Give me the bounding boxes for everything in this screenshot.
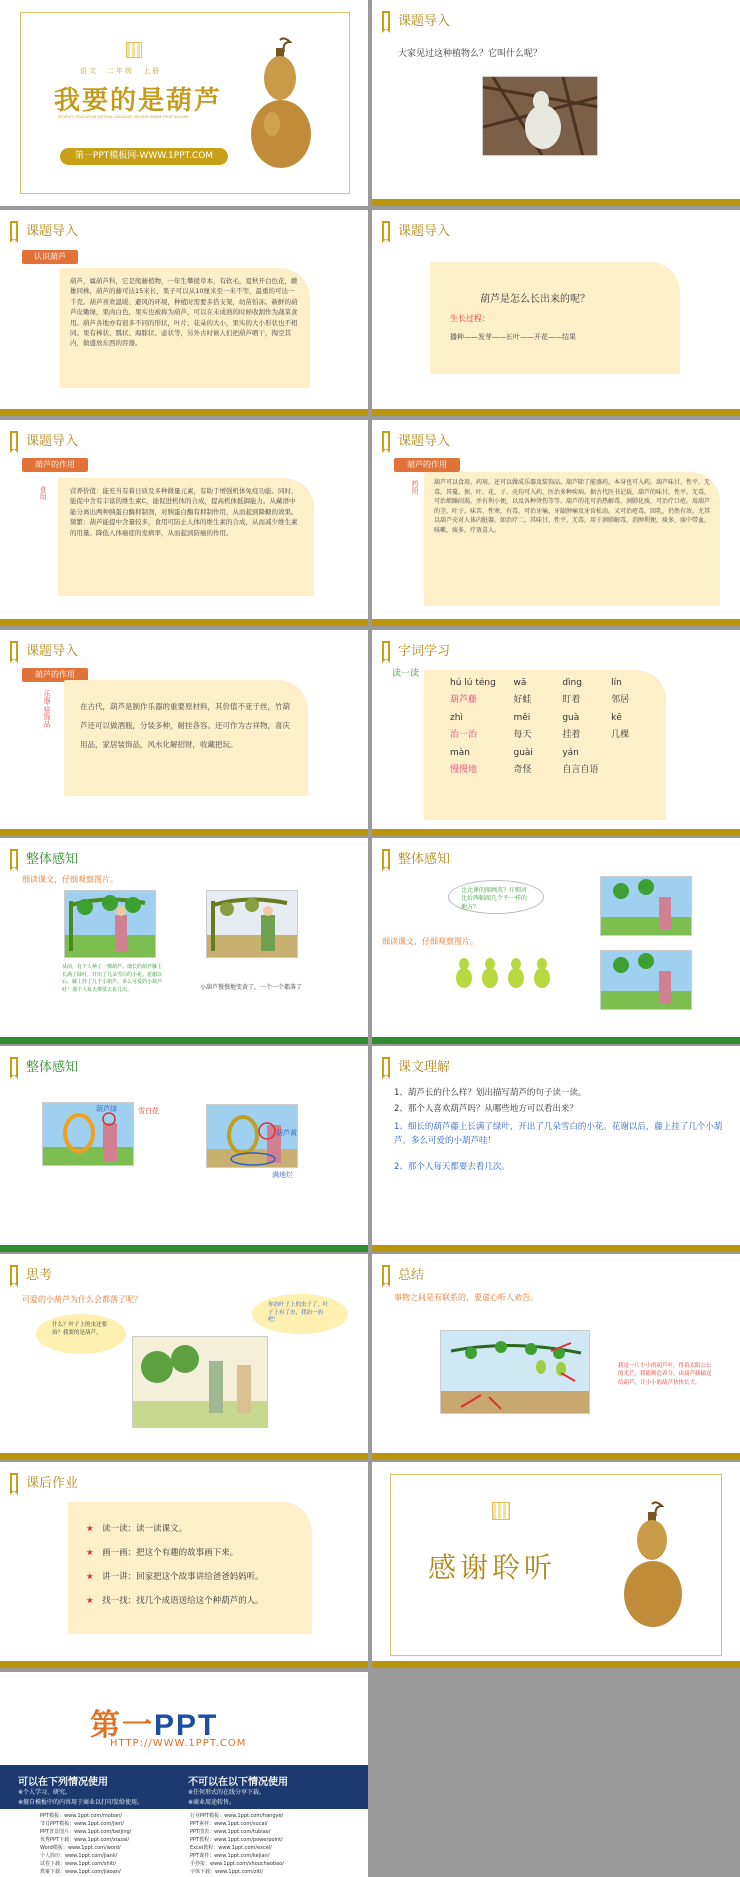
slide-header	[10, 1056, 78, 1075]
site-link[interactable]: 字体下载：www.1ppt.com/ziti/	[190, 1869, 263, 1875]
slide-intro-use-music[interactable]	[0, 630, 368, 836]
footer-promo	[0, 1672, 368, 1877]
slide-bottom-bar	[0, 1661, 368, 1668]
brand-url[interactable]: HTTP://WWW.1PPT.COM	[110, 1738, 247, 1749]
pinyin: màn	[450, 748, 470, 758]
bookmark-icon	[10, 221, 18, 239]
usage-band	[0, 1765, 368, 1877]
think-question: 可爱的小葫芦为什么会都落了呢？	[22, 1295, 142, 1304]
bookmark-icon	[10, 1057, 18, 1075]
slide-bottom-bar	[372, 1037, 740, 1044]
word: 盯着	[562, 695, 581, 705]
answer-2: 2、那个人每天都要去看几次。	[394, 1162, 510, 1172]
homework-note	[68, 1502, 312, 1634]
slide-header-title: 课题导入	[398, 224, 451, 239]
slide-header	[382, 430, 450, 449]
site-link[interactable]: PPT背景图片：www.1ppt.com/beijing/	[40, 1829, 132, 1835]
slide-perceive-1[interactable]	[0, 838, 368, 1044]
slide-header-title: 课题导入	[398, 434, 451, 449]
scene-image	[64, 890, 156, 958]
label-flower: 雪白花	[138, 1107, 159, 1115]
slide-header	[382, 848, 450, 867]
site-link[interactable]: 教案下载：www.1ppt.com/jiaoan/	[40, 1869, 121, 1875]
bookmark-icon	[10, 431, 18, 449]
note-body: 葫芦，属葫芦科，它是爬藤植物，一年生攀援草本，有软毛，夏秋开白色花，雌雄同株，葫芦的藤可达15米长，果子可以从10厘米至一米不等，最重的可达一千克。葫芦喜欢温暖、避风的环境，种植时需要多搭支架，幼苗怕冻。新鲜的葫芦皮嫩绿，果肉白色，果实也被称为葫芦，可以在未成熟的时候收割作为蔬菜食用。葫芦各地亦有很多不同的形状，叶片、花朵的大小，果实的大小形状也不相同。果有棒状、瓢状、海豚状、壶状等，另外古时候人们把葫芦晒干，掏空其内，做盛放东西的容器。	[70, 277, 298, 348]
bookmark-icon	[382, 1057, 390, 1075]
text-note	[430, 262, 680, 374]
can-title: 可以在下列情况使用	[18, 1777, 108, 1788]
english-subtitle: PEOPLE'S EDUCATION EDITION LANGUAGE SECOND GRADE FIRST VOLUME	[58, 115, 189, 119]
speech-bubble-left: 什么？叶子上的虫还要治？我要的是葫芦。	[36, 1314, 126, 1354]
slide-bottom-bar	[372, 199, 740, 206]
note-body: 葫芦可以食用、药用，还可以做成乐器及装饰品。葫芦除了能盛药，本身也可入药。葫芦味甘，性平，无毒，其蔓、须、叶、花、子、壳均可入药，医治多种疾病。据古代医书记载，葫芦的味甘，性平，无毒，可治烦躁闷渴，并有利小便，以及各种烫伤等等。葫芦的花可消热解毒，润肺化痰，可治疗口疮。用葫芦的茎、叶子，味苦、性寒，有毒，可治牙痛，牙龈肿痛及牙齿松动。又可治疮毒，回乳，仍然有效。尤其以葫芦壳对人体内脏器，如治疗二，其味甘，性平，无毒，用于润肺解毒，消肿利便，痰多，痰中带血，咳嗽，痰多，疗效喜人。	[434, 479, 711, 534]
slide-summary[interactable]	[372, 1254, 740, 1460]
slide-bottom-bar	[0, 1453, 368, 1460]
pinyin: měi	[513, 713, 531, 723]
instruction: 细读课文，仔细观察图片。	[382, 937, 478, 946]
slide-header	[10, 848, 78, 867]
logo-part: 第一	[90, 1709, 154, 1742]
cannot-1: ※任何形式的在线分享下载。	[188, 1789, 266, 1796]
word: 治一治	[450, 730, 478, 740]
slide-header-title: 整体感知	[398, 852, 451, 867]
slide-header-title: 课题导入	[26, 224, 79, 239]
gourd-row-icon	[452, 950, 552, 990]
answer-1: 1、细长的葫芦藤上长满了绿叶，开出了几朵雪白的小花。花谢以后，藤上挂了几个小葫芦。多么可爱的小葫芦哇！	[394, 1122, 723, 1147]
words-row-2	[450, 713, 660, 740]
caption-right: 小葫芦慢慢地变黄了，一个一个都落了	[200, 984, 303, 991]
slide-header	[382, 640, 450, 659]
side-label: 食用	[39, 486, 47, 500]
slide-header	[382, 10, 450, 29]
pinyin: wā	[513, 678, 527, 688]
slide-intro-photo[interactable]	[372, 0, 740, 206]
slide-perceive-2[interactable]	[372, 838, 740, 1044]
homework-item	[86, 1594, 294, 1606]
slide-header-title: 课题导入	[26, 644, 79, 659]
diagram-image	[440, 1330, 590, 1414]
words-row-3	[450, 748, 660, 775]
site-link[interactable]: 节日PPT模板：www.1ppt.com/jieri/	[40, 1821, 124, 1827]
bookmark-icon	[382, 431, 390, 449]
slide-intro-know[interactable]	[0, 210, 368, 416]
homework-item	[86, 1546, 294, 1558]
text-note	[64, 680, 308, 796]
pinyin: guà	[562, 713, 580, 723]
slide-header	[382, 1056, 450, 1075]
slide-intro-use-medicine[interactable]	[372, 420, 740, 626]
pinyin	[611, 748, 660, 758]
site-link[interactable]: PPT图表：www.1ppt.com/tubiao/	[190, 1829, 271, 1835]
site-link[interactable]: 行业PPT模板：www.1ppt.com/hangye/	[190, 1813, 284, 1819]
slide-bottom-bar	[372, 1661, 740, 1668]
slide-header	[10, 640, 78, 659]
scene-image	[206, 890, 298, 958]
bookmark-icon	[10, 1265, 18, 1283]
thanks-title: 感谢聆听	[428, 1551, 557, 1584]
slide-understanding[interactable]	[372, 1046, 740, 1252]
word: 每天	[513, 730, 532, 740]
bookmark-icon	[382, 641, 390, 659]
speech-bubble-right: 你治叶子上的虫子了，叶子上有了虫，我治一治吧！	[252, 1294, 348, 1334]
cannot-2: ※商业用途转售。	[188, 1799, 236, 1806]
site-link[interactable]: 手抄报：www.1ppt.com/shouchaobao/	[190, 1861, 284, 1867]
slide-bottom-bar	[372, 1453, 740, 1460]
leaf-note: 我是一片小小的葫芦叶，得着太阳公公的光芒，我能制造养分，由葫芦藤输送给葫芦，让小小的葫芦快快长大。	[618, 1363, 712, 1386]
word: 慢慢地	[450, 765, 478, 775]
gourd-icon	[618, 1498, 688, 1632]
growth-label: 生长过程：	[450, 314, 490, 323]
slide-header	[10, 1472, 78, 1491]
word: 奇怪	[513, 765, 532, 775]
thought-bubble: 比比课的图画英？仔细对比后两幅图几个不一样的地方？	[448, 880, 544, 914]
star-icon: ★	[86, 1524, 94, 1534]
word: 邻居	[611, 695, 630, 705]
slide-header	[382, 220, 450, 239]
homework-text: 讲一讲：回家把这个故事讲给爸爸妈妈听。	[102, 1572, 264, 1582]
slide-header-title: 课后作业	[26, 1476, 79, 1491]
slide-header	[10, 1264, 52, 1283]
star-icon: ★	[86, 1596, 94, 1606]
slide-bottom-bar	[372, 409, 740, 416]
empty-gray-area	[372, 1672, 740, 1877]
slide-main-title: 我要的是葫芦	[54, 86, 223, 116]
growth-question: 葫芦是怎么长出来的呢？	[480, 294, 590, 305]
site-link[interactable]: Excel教程：www.1ppt.com/excel/	[190, 1845, 272, 1851]
can-1: ※个人学习、研究。	[18, 1789, 72, 1796]
site-pill: 第一PPT模板网-WWW.1PPT.COM	[60, 148, 228, 165]
slide-think[interactable]	[0, 1254, 368, 1460]
slide-bottom-bar	[0, 829, 368, 836]
topic-tag: 认识葫芦	[22, 250, 78, 264]
instruction: 细读课文，仔细观察图片。	[22, 875, 118, 884]
links-area	[0, 1809, 368, 1877]
caption-left: 从前，有个人种了一棵葫芦。细长的葫芦藤上长满了绿叶，开出了几朵雪白的小花。花谢以后，藤上挂了几个小葫芦。多么可爱的小葫芦哇！那个人每天都要去看几次。	[62, 964, 163, 993]
slide-header-title: 总结	[398, 1268, 425, 1283]
star-icon: ★	[86, 1548, 94, 1558]
slide-header	[382, 1264, 424, 1283]
slide-bottom-bar	[0, 1037, 368, 1044]
slide-header	[10, 220, 78, 239]
scene-image	[600, 950, 692, 1010]
label-fallen: 满地烂	[272, 1171, 293, 1179]
slide-bottom-bar	[372, 619, 740, 626]
slide-words[interactable]	[372, 630, 740, 836]
read-label: 读一读	[392, 669, 420, 679]
slide-header-title: 整体感知	[26, 1060, 79, 1075]
homework-text: 画一画：把这个有趣的故事画下来。	[102, 1548, 239, 1558]
homework-text: 找一找：找几个成语送给这个种葫芦的人。	[102, 1596, 264, 1606]
pinyin: dìng	[562, 678, 582, 688]
slide-header	[10, 430, 78, 449]
pinyin: kē	[611, 713, 622, 723]
homework-item	[86, 1522, 294, 1534]
site-link[interactable]: Word模板：www.1ppt.com/word/	[40, 1845, 121, 1851]
book-icon	[492, 1502, 510, 1520]
bookmark-icon	[10, 641, 18, 659]
topic-tag: 葫芦的作用	[22, 458, 88, 472]
star-icon: ★	[86, 1572, 94, 1582]
word: 自言自语	[562, 765, 599, 775]
slide-header-title: 课题导入	[398, 14, 451, 29]
site-link[interactable]: 试卷下载：www.1ppt.com/shiti/	[40, 1861, 117, 1867]
slide-bottom-bar	[0, 1245, 368, 1252]
scene-image	[132, 1336, 268, 1428]
word: 挂着	[562, 730, 581, 740]
bookmark-icon	[10, 1473, 18, 1491]
text-note	[58, 478, 314, 596]
slide-bottom-bar	[0, 409, 368, 416]
label-yellow: 葫芦黄	[276, 1129, 297, 1137]
site-link[interactable]: PPT教程：www.1ppt.com/powerpoint/	[190, 1837, 283, 1843]
gourd-photo	[482, 76, 598, 156]
slide-intro-use-food[interactable]	[0, 420, 368, 626]
site-link[interactable]: PPT课件：www.1ppt.com/kejian/	[190, 1853, 270, 1859]
summary-text: 事物之间是有联系的，要虚心听人劝告。	[394, 1293, 538, 1302]
site-link[interactable]: PPT素材：www.1ppt.com/sucai/	[190, 1821, 268, 1827]
links-left	[40, 1812, 131, 1876]
intro-question: 大家见过这种植物么？它叫什么呢？	[398, 49, 543, 59]
slide-title[interactable]	[0, 0, 368, 206]
gourd-icon	[244, 34, 318, 174]
slide-header-title: 课文理解	[398, 1060, 451, 1075]
book-icon	[126, 42, 142, 58]
pinyin: yán	[562, 748, 579, 758]
words-row-1	[450, 678, 660, 705]
growth-process: 播种——发芽——长叶——开花——结果	[450, 333, 576, 341]
text-note	[424, 472, 720, 606]
bookmark-icon	[382, 221, 390, 239]
topic-tag: 葫芦的作用	[394, 458, 460, 472]
slide-homework[interactable]	[0, 1462, 368, 1668]
words-table	[450, 678, 660, 775]
side-label: 药用	[411, 480, 419, 494]
side-label: 乐器·装饰品	[43, 690, 51, 728]
word: 葫芦藤	[450, 695, 478, 705]
bookmark-icon	[382, 849, 390, 867]
word: 好蛙	[513, 695, 532, 705]
scene-image	[42, 1102, 134, 1166]
word	[611, 762, 660, 775]
question-1: 1、葫芦长的什么样？划出描写葫芦的句子读一读。	[394, 1088, 587, 1098]
slide-intro-growth[interactable]	[372, 210, 740, 416]
site-link[interactable]: PPT模板：www.1ppt.com/moban/	[40, 1813, 122, 1819]
slide-thanks[interactable]	[372, 1462, 740, 1668]
slide-header-title: 整体感知	[26, 852, 79, 867]
topic-tag: 葫芦的作用	[22, 668, 88, 682]
word: 几棵	[611, 730, 630, 740]
site-link[interactable]: 优秀PPT下载：www.1ppt.com/xiazai/	[40, 1837, 130, 1843]
slide-bottom-bar	[372, 1245, 740, 1252]
slide-header-title: 课题导入	[26, 434, 79, 449]
logo-part: PPT	[154, 1709, 219, 1742]
label-green: 葫芦绿	[96, 1105, 117, 1113]
slide-header-title: 思考	[26, 1268, 53, 1283]
pinyin: lín	[611, 678, 622, 688]
question-2: 2、那个人喜欢葫芦吗？从哪些地方可以看出来？	[394, 1104, 578, 1114]
bookmark-icon	[382, 11, 390, 29]
homework-item	[86, 1570, 294, 1582]
slide-perceive-3[interactable]	[0, 1046, 368, 1252]
grade-label: 语文 二年级 上册	[80, 67, 161, 75]
note-body: 在古代，葫芦是制作乐器的重要原材料，其价值不亚于丝，竹葫芦还可以做酒瓶，分装多种，耐挂各容。还可作为吉祥物，喜庆用品，家居装饰品，风水化解招财，收藏把玩。	[80, 702, 290, 749]
slide-bottom-bar	[372, 829, 740, 836]
text-note	[60, 268, 310, 388]
site-link[interactable]: 个人简历：www.1ppt.com/jianli/	[40, 1853, 118, 1859]
slide-header-title: 字词学习	[398, 644, 451, 659]
slide-bottom-bar	[0, 619, 368, 626]
scene-image	[600, 876, 692, 936]
pinyin: guài	[513, 748, 533, 758]
pinyin: hú lú téng	[450, 678, 496, 688]
pinyin: zhì	[450, 713, 463, 723]
bookmark-icon	[10, 849, 18, 867]
can-2: ※擅自模板中的内容用于商业以打印发给使用。	[18, 1799, 144, 1806]
note-body: 营养价值：能充当有着日质及多种微量元素，有助于增强机体免疫功能。同时，能促中含有丰富的维生素C，能促进机体的合成，提高机体抵御能力。从藏语中能分离出两种胰蛋白酶抑制剂，对胰蛋白酶有抑制作用，从而起到降糖的效果。频繁：葫芦能提中含量较多，食用可防止人体的维生素的合成，从而减少维生素的用量。降低人体癌症的发病率，从而起到防癌的作用。	[70, 487, 298, 537]
homework-text: 读一读：读一读课文。	[102, 1524, 188, 1534]
links-right	[190, 1812, 284, 1876]
cannot-title: 不可以在以下情况使用	[188, 1777, 288, 1788]
bookmark-icon	[382, 1265, 390, 1283]
